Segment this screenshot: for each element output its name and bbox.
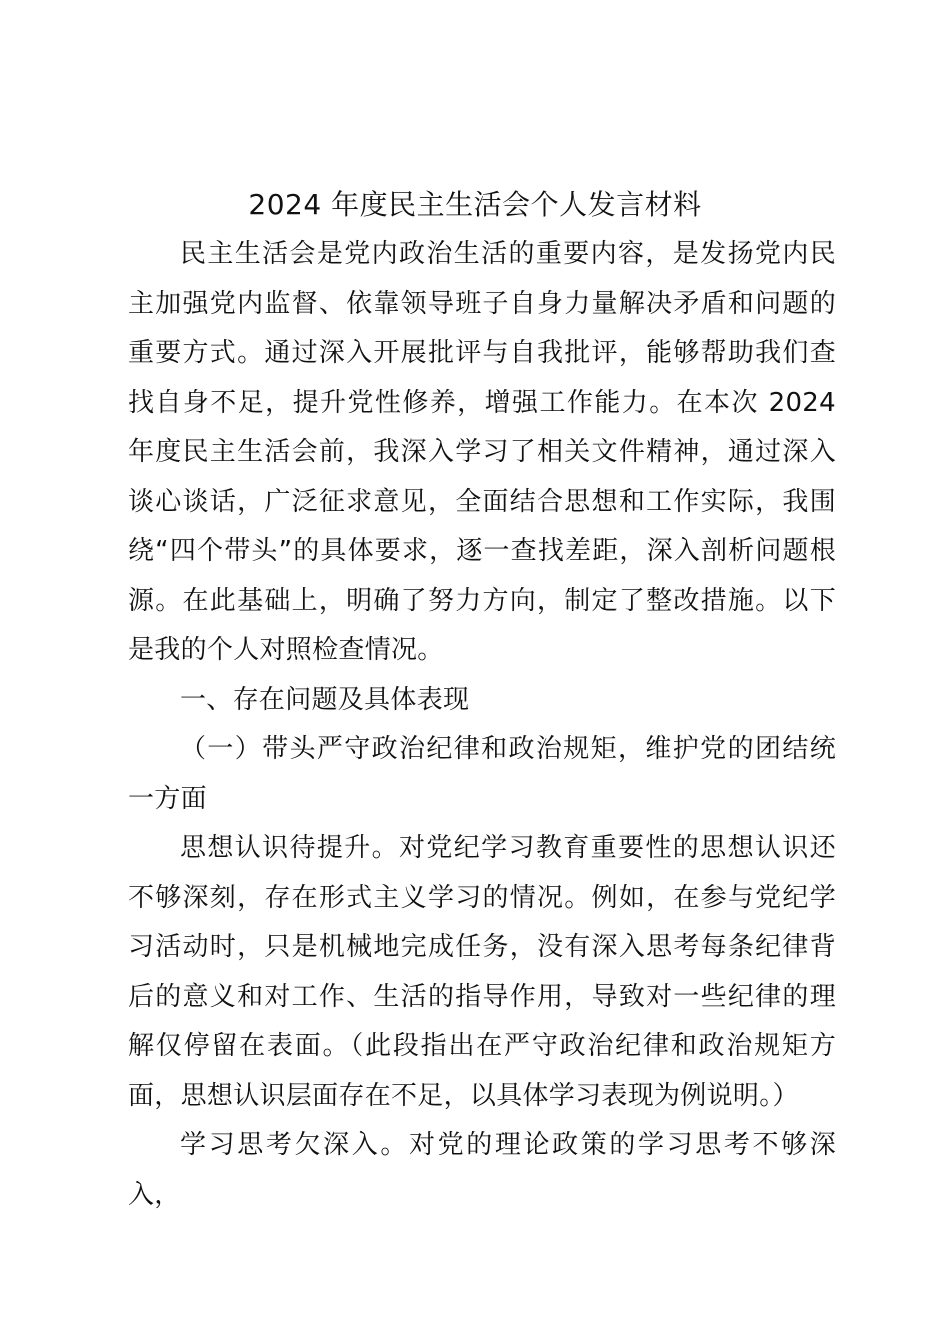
section-heading: 一、存在问题及具体表现: [180, 684, 470, 715]
subsection-heading: （一）带头严守政治纪律和政治规矩，维护党的团结统一方面: [128, 734, 836, 814]
paragraph-study: 学习思考欠深入。对党的理论政策的学习思考不够深入，: [128, 1130, 836, 1210]
document-title: 2024 年度民主生活会个人发言材料: [248, 188, 702, 221]
paragraph-intro: 民主生活会是党内政治生活的重要内容，是发扬党内民主加强党内监督、依靠领导班子自身力量解决矛盾和问题的重要方式。通过深入开展批评与自我批评，能够帮助我们查找自身不足，提升党性修养，增强工作能力。在本次 2024 年度民主生活会前，我深入学习了相关文件精神，通过深入谈心谈话，广泛征求意见，全面结合思想和工作实际，我围绕“四个带头”的具体要求，逐一查找差距，深入剖析问题根源。在此基础上，明确了努力方向，制定了整改措施。以下是我的个人对照检查情况。: [128, 239, 836, 665]
paragraph-thinking: 思想认识待提升。对党纪学习教育重要性的思想认识还不够深刻，存在形式主义学习的情况。例如，在参与党纪学习活动时，只是机械地完成任务，没有深入思考每条纪律背后的意义和对工作、生活的指导作用，导致对一些纪律的理解仅停留在表面。（此段指出在严守政治纪律和政治规矩方面，思想认识层面存在不足，以具体学习表现为例说明。）: [128, 833, 836, 1111]
document-body: [128, 230, 836, 1220]
